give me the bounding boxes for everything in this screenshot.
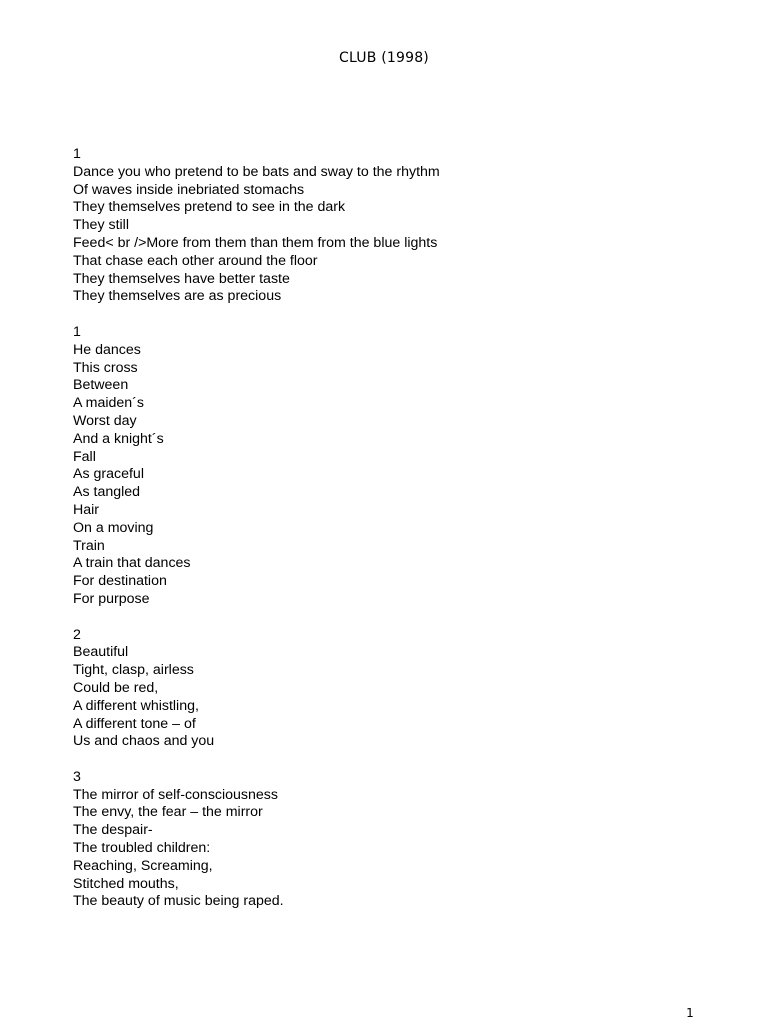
document-title: CLUB (1998) xyxy=(339,50,429,66)
poem-line: They still xyxy=(73,217,129,234)
poem-line: Fall xyxy=(73,448,96,465)
poem-line: Of waves inside inebriated stomachs xyxy=(73,181,305,198)
stanza-1 xyxy=(73,146,713,306)
stanza-3 xyxy=(73,627,713,752)
poem-line: The mirror of self-consciousness xyxy=(73,786,278,803)
poem-line: Hair xyxy=(73,501,100,518)
poem-line: And a knight´s xyxy=(73,430,164,447)
poem-line: As graceful xyxy=(73,466,144,483)
poem-body xyxy=(73,146,713,911)
poem-line: Tight, clasp, airless xyxy=(73,662,194,679)
poem-line: Dance you who pretend to be bats and sway to the rhythm xyxy=(73,163,440,180)
poem-line: The troubled children: xyxy=(73,840,211,857)
poem-line: Feed< br />More from them than them from the blue lights xyxy=(73,234,438,251)
poem-line: They themselves are as precious xyxy=(73,288,282,305)
poem-line: Stitched mouths, xyxy=(73,875,179,892)
poem-line: 2 xyxy=(73,626,81,643)
poem-line: For purpose xyxy=(73,590,150,607)
poem-line: 3 xyxy=(73,768,81,785)
poem-line: Train xyxy=(73,537,105,554)
poem-line: As tangled xyxy=(73,484,141,501)
poem-line: A maiden´s xyxy=(73,395,144,412)
poem-line: Could be red, xyxy=(73,679,159,696)
poem-line: On a moving xyxy=(73,519,154,536)
poem-line: This cross xyxy=(73,359,138,376)
poem-line: The despair- xyxy=(73,822,153,839)
poem-line: They themselves have better taste xyxy=(73,270,290,287)
poem-line: A train that dances xyxy=(73,555,191,572)
poem-line: Between xyxy=(73,377,129,394)
poem-line: 1 xyxy=(73,323,81,340)
poem-line: Reaching, Screaming, xyxy=(73,857,213,874)
poem-line: The beauty of music being raped. xyxy=(73,893,284,910)
poem-line: For destination xyxy=(73,573,167,590)
poem-line: They themselves pretend to see in the dark xyxy=(73,199,346,216)
poem-line: Worst day xyxy=(73,412,137,429)
poem-line: 1 xyxy=(73,146,81,162)
poem-line: A different whistling, xyxy=(73,697,199,714)
poem-line: He dances xyxy=(73,341,141,358)
stanza-2 xyxy=(73,324,713,609)
poem-line: The envy, the fear – the mirror xyxy=(73,804,263,821)
poem-line: That chase each other around the floor xyxy=(73,252,318,269)
page-number: 1 xyxy=(686,1006,694,1020)
stanza-4 xyxy=(73,769,713,911)
poem-line: Us and chaos and you xyxy=(73,733,215,750)
poem-line: Beautiful xyxy=(73,644,129,661)
poem-line: A different tone – of xyxy=(73,715,196,732)
